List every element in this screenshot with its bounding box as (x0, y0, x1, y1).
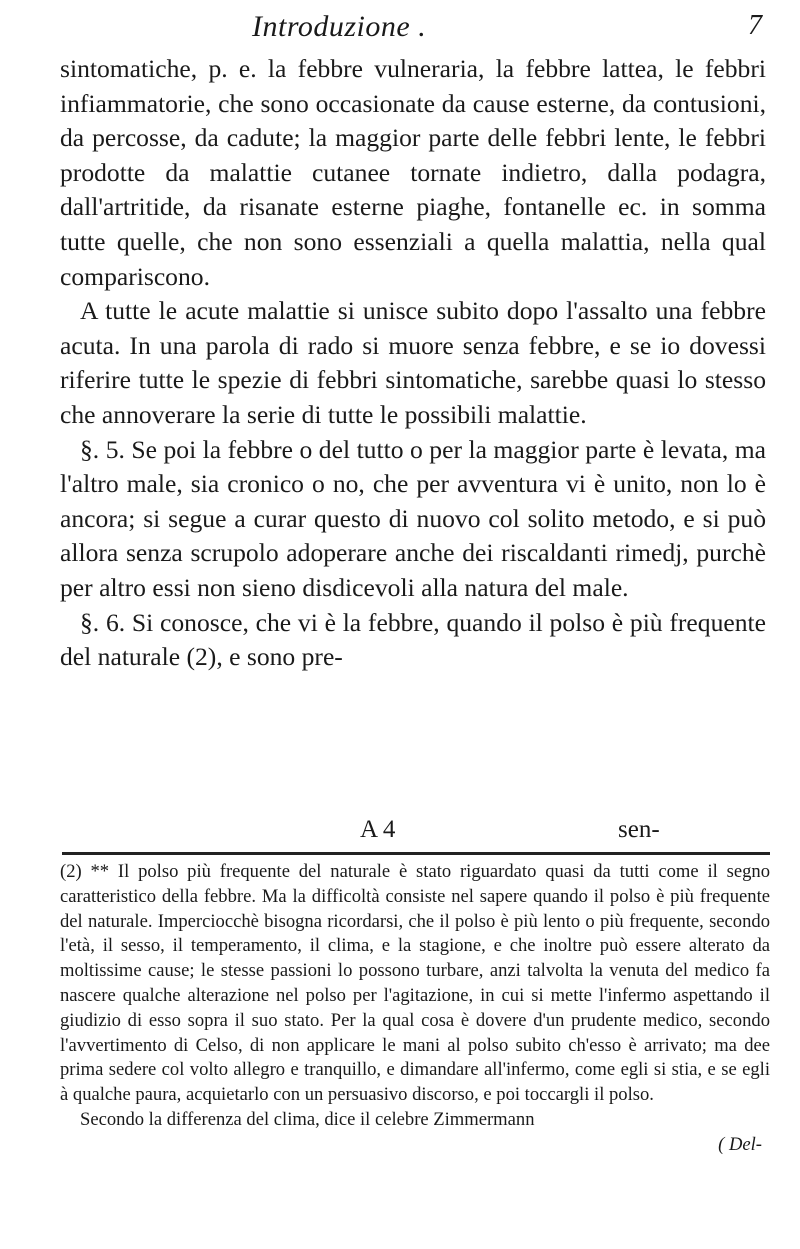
signature-line (60, 816, 766, 848)
paragraph: §. 5. Se poi la febbre o del tutto o per la maggior parte è levata, ma l'altro male, sia cronico o no, che per avventura vi è unito, non lo è ancora; si segue a curar questo di nuovo col solito metodo, e si può allora senza scrupolo adoperare anche dei riscaldanti rimedj, purchè per altro essi non sieno disdicevoli alla natura del male. (60, 434, 766, 602)
signature-mark: A 4 (360, 816, 396, 843)
running-title: Introduzione . (252, 10, 427, 43)
main-text (60, 52, 766, 675)
footnote-catchword: ( Del- (718, 1133, 762, 1155)
paragraph: sintomatiche, p. e. la febbre vulneraria, la febbre lattea, le febbri infiammatorie, che sono occasionate da cause esterne, da contusioni, da percosse, da cadute; la maggior parte delle febbri lente, le febbri prodotte da malattie cutanee tornate indietro, dalla podagra, dall'artritide, da risanate esterne piaghe, fontanelle ec. in somma tutte quelle, che non sono essenziali a quella malattia, nella qual compariscono. (60, 54, 766, 291)
footnote-paragraph: Secondo la differenza del clima, dice il celebre Zimmermann (80, 1108, 535, 1130)
paragraph: §. 6. Si conosce, che vi è la febbre, quando il polso è più frequente del naturale (2), e sono pre- (60, 607, 766, 672)
page-header (62, 10, 762, 50)
footnote-divider (62, 852, 770, 855)
page-number: 7 (748, 10, 762, 41)
footnote (60, 860, 770, 1158)
paragraph: A tutte le acute malattie si unisce subito dopo l'assalto una febbre acuta. In una parola di rado si muore senza febbre, e se io dovessi riferire tutte le spezie di febbri sintomatiche, sarebbe quasi lo stesso che annoverare la serie di tutte le possibili malattie. (60, 296, 766, 429)
footnote-paragraph: (2) ** Il polso più frequente del naturale è stato riguardato quasi da tutti come il segno caratteristico della febbre. Ma la difficoltà consiste nel sapere quando il polso è più frequente del naturale. Imperciocchè bisogna ricordarsi, che il polso è più lento o più frequente, secondo l'età, il sesso, il temperamento, il clima, e la stagione, e che inoltre può essere alterato da moltissime cause; le stesse passioni lo possono turbare, anzi talvolta la venuta del medico fa nascere qualche alterazione nel polso per l'agitazione, in cui si mette l'infermo aspettando il giudizio di esso sopra il suo stato. Per la qual cosa è dovere d'un prudente medico, secondo l'avvertimento di Celso, di non applicare le mani al polso subito ch'esso è arrivato; ma dee prima sedere col volto allegro e tranquillo, e dimandare all'infermo, come egli si stia, e se egli à qualche paura, acquietarlo con un persuasivo discorso, e poi toccargli il polso. (60, 861, 770, 1106)
catchword: sen- (618, 816, 660, 843)
